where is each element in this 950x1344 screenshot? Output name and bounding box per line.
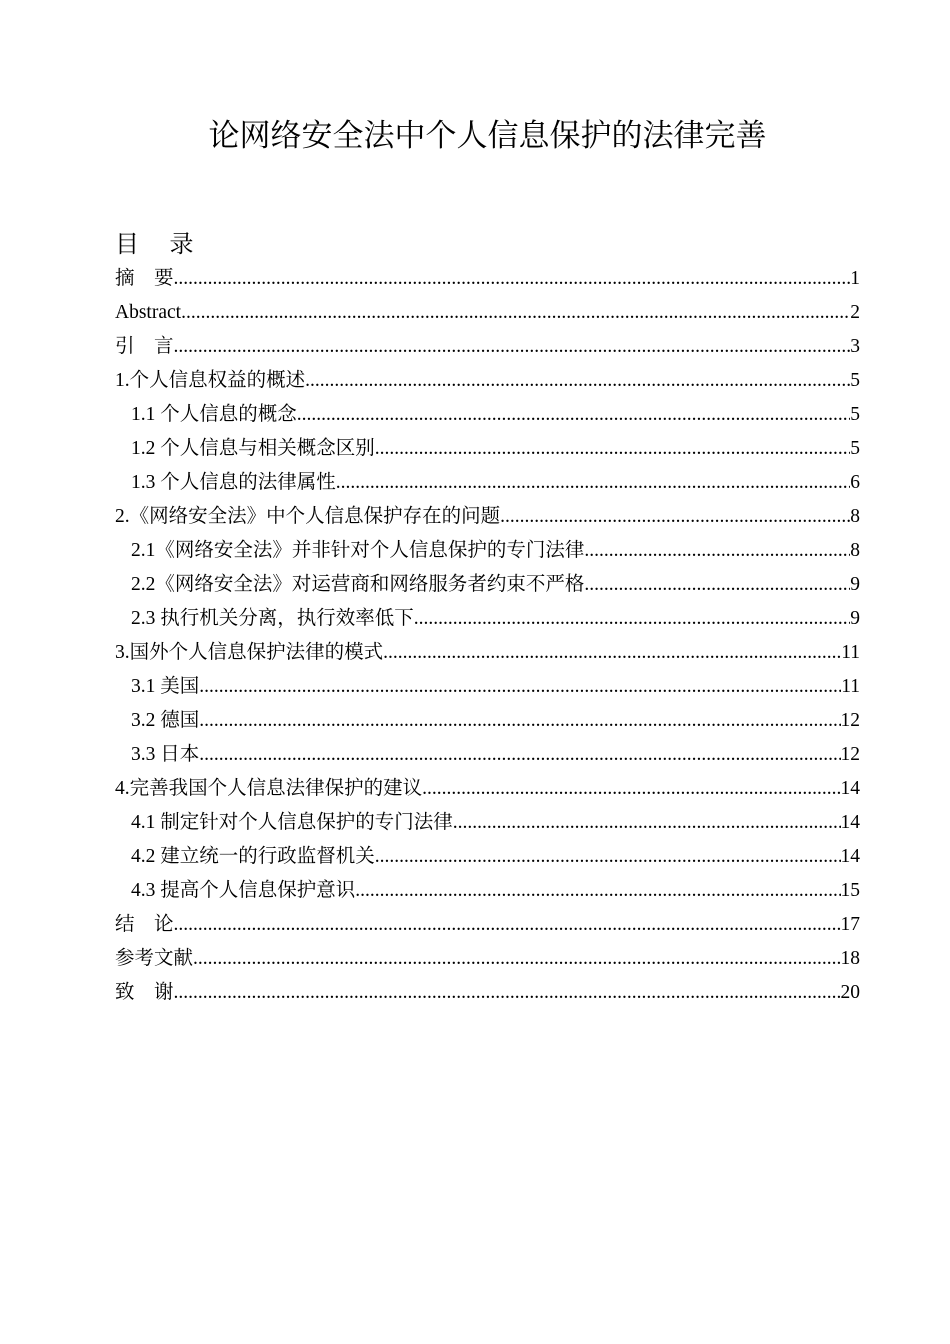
toc-dot-leader <box>199 704 840 738</box>
toc-entry[interactable] <box>115 976 860 1010</box>
toc-entry-label: 4.完善我国个人信息法律保护的建议 <box>115 778 423 799</box>
toc-entry-page-number: 17 <box>840 914 860 935</box>
toc-entry[interactable] <box>115 806 860 840</box>
toc-entry-label: 3.2 德国 <box>131 710 200 731</box>
toc-dot-leader <box>305 364 850 398</box>
toc-entry-page-number: 2 <box>850 302 860 323</box>
toc-dot-leader <box>199 738 840 772</box>
toc-entry-label: 4.3 提高个人信息保护意识 <box>131 880 356 901</box>
toc-dot-leader <box>584 568 850 602</box>
toc-entry[interactable] <box>115 908 860 942</box>
toc-dot-leader <box>422 772 840 806</box>
toc-entry-label: 结 论 <box>115 914 174 935</box>
toc-dot-leader <box>174 908 841 942</box>
toc-entry-label: 1.个人信息权益的概述 <box>115 370 306 391</box>
toc-entry-label: 2.《网络安全法》中个人信息保护存在的问题 <box>115 506 501 527</box>
toc-entry-page-number: 5 <box>850 370 860 391</box>
toc-entry-label: 摘 要 <box>115 268 174 289</box>
toc-entry-page-number: 9 <box>850 608 860 629</box>
toc-dot-leader <box>174 262 851 296</box>
toc-entry-page-number: 15 <box>840 880 860 901</box>
toc-entry-label: 1.2 个人信息与相关概念区别 <box>131 438 375 459</box>
table-of-contents <box>115 262 860 1010</box>
toc-dot-leader <box>193 942 840 976</box>
toc-entry-page-number: 14 <box>840 812 860 833</box>
toc-dot-leader <box>375 432 850 466</box>
toc-entry-label: 3.3 日本 <box>131 744 200 765</box>
toc-dot-leader <box>297 398 850 432</box>
toc-dot-leader <box>500 500 850 534</box>
toc-entry[interactable] <box>115 296 860 330</box>
toc-dot-leader <box>375 840 841 874</box>
toc-entry-label: 2.3 执行机关分离，执行效率低下 <box>131 608 414 629</box>
toc-entry[interactable] <box>115 364 860 398</box>
toc-entry[interactable] <box>115 874 860 908</box>
toc-dot-leader <box>453 806 841 840</box>
toc-entry[interactable] <box>115 772 860 806</box>
toc-entry[interactable] <box>115 942 860 976</box>
toc-dot-leader <box>174 976 841 1010</box>
toc-entry[interactable] <box>115 330 860 364</box>
toc-entry-label: 2.1《网络安全法》并非针对个人信息保护的专门法律 <box>131 540 585 561</box>
toc-entry-page-number: 20 <box>840 982 860 1003</box>
toc-entry[interactable] <box>115 738 860 772</box>
toc-entry-label: 2.2《网络安全法》对运营商和网络服务者约束不严格 <box>131 574 585 595</box>
toc-entry[interactable] <box>115 534 860 568</box>
toc-entry-page-number: 6 <box>850 472 860 493</box>
toc-entry[interactable] <box>115 636 860 670</box>
toc-entry[interactable] <box>115 262 860 296</box>
toc-dot-leader <box>383 636 841 670</box>
toc-entry[interactable] <box>115 840 860 874</box>
toc-entry-label: 3.国外个人信息保护法律的模式 <box>115 642 384 663</box>
toc-entry-label: 1.1 个人信息的概念 <box>131 404 297 425</box>
toc-entry-page-number: 12 <box>840 710 860 731</box>
toc-entry[interactable] <box>115 398 860 432</box>
toc-dot-leader <box>174 330 851 364</box>
toc-entry-label: 参考文献 <box>115 948 194 969</box>
toc-entry[interactable] <box>115 670 860 704</box>
toc-entry-page-number: 14 <box>840 846 860 867</box>
toc-entry-page-number: 11 <box>841 676 860 697</box>
toc-entry[interactable] <box>115 602 860 636</box>
toc-dot-leader <box>181 296 850 330</box>
toc-entry-page-number: 8 <box>850 506 860 527</box>
toc-entry-label: 致 谢 <box>115 982 174 1003</box>
toc-entry-label: 4.1 制定针对个人信息保护的专门法律 <box>131 812 453 833</box>
toc-entry-page-number: 9 <box>850 574 860 595</box>
toc-entry-label: 引 言 <box>115 336 174 357</box>
toc-entry-label: 4.2 建立统一的行政监督机关 <box>131 846 375 867</box>
toc-heading: 目 录 <box>115 230 194 258</box>
toc-entry-page-number: 11 <box>841 642 860 663</box>
toc-entry-page-number: 5 <box>850 438 860 459</box>
toc-entry[interactable] <box>115 500 860 534</box>
toc-entry-page-number: 1 <box>850 268 860 289</box>
document-title: 论网络安全法中个人信息保护的法律完善 <box>208 118 767 154</box>
toc-dot-leader <box>199 670 841 704</box>
toc-entry-page-number: 3 <box>850 336 860 357</box>
toc-entry-page-number: 18 <box>840 948 860 969</box>
toc-entry-page-number: 12 <box>840 744 860 765</box>
toc-entry[interactable] <box>115 704 860 738</box>
toc-entry-page-number: 5 <box>850 404 860 425</box>
toc-entry[interactable] <box>115 568 860 602</box>
toc-entry-page-number: 14 <box>840 778 860 799</box>
toc-entry-label: 1.3 个人信息的法律属性 <box>131 472 336 493</box>
toc-entry[interactable] <box>115 466 860 500</box>
toc-dot-leader <box>414 602 850 636</box>
toc-dot-leader <box>584 534 850 568</box>
toc-entry-label: 3.1 美国 <box>131 676 200 697</box>
toc-entry-page-number: 8 <box>850 540 860 561</box>
toc-dot-leader <box>355 874 840 908</box>
toc-entry[interactable] <box>115 432 860 466</box>
toc-entry-label: Abstract <box>115 302 182 323</box>
toc-dot-leader <box>336 466 850 500</box>
